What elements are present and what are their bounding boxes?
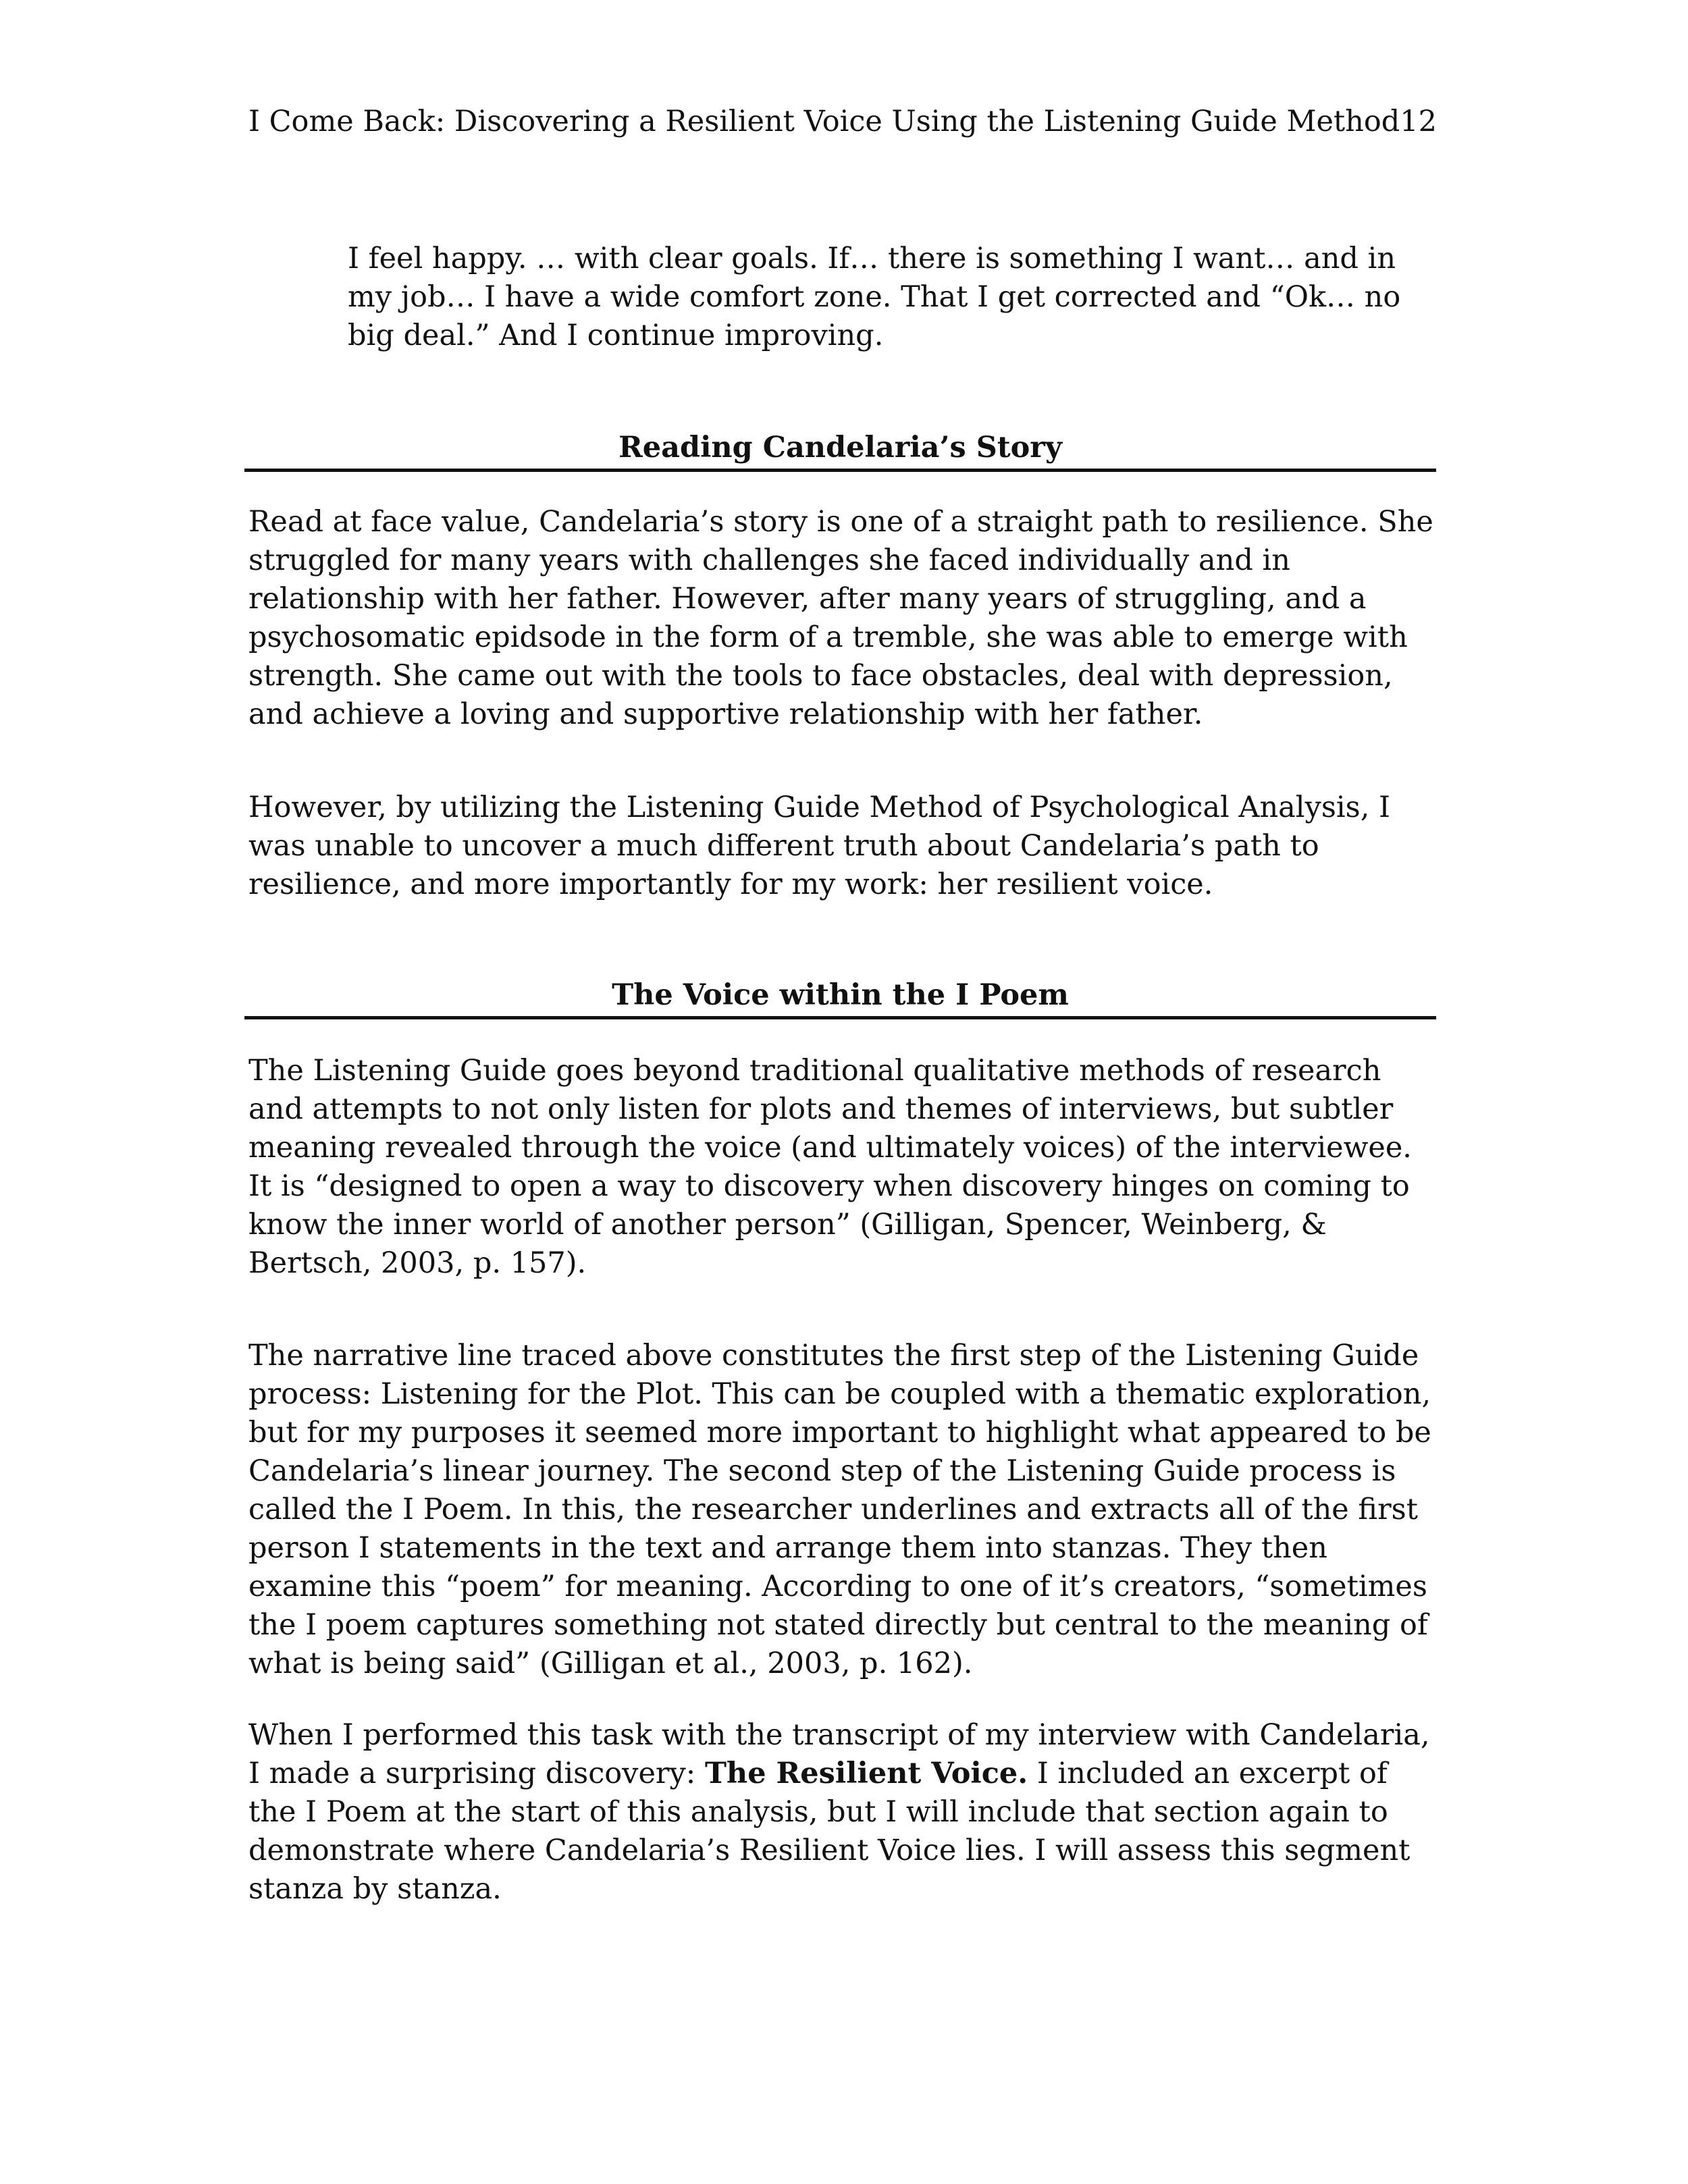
resilient-voice-text-before: When I performed this task with the transcript of my interview with Candelaria, I made a surprising discovery: xyxy=(248,1718,1430,1790)
paragraph-narrative-line: The narrative line traced above constitutes the first step of the Listening Guide process: Listening for the Plot. This can be coupled with a thematic exploration, but for my purposes it seemed more important to highlight what appeared to be Candelaria’s linear journey. The second step of the Listening Guide process is called the I Poem. In this, the researcher underlines and extracts all of the first person I statements in the text and arrange them into stanzas. They then examine this “poem” for meaning. According to one of it’s creators, “sometimes the I poem captures something not stated directly but central to the meaning of what is being said” (Gilligan et al., 2003, p. 162). xyxy=(248,1339,1431,1680)
paragraph-listening-guide-intro: The Listening Guide goes beyond traditional qualitative methods of research and attempts to not only listen for plots and themes of interviews, but subtler meaning revealed through the voice (and ultimately voices) of the interviewee. It is “designed to open a way to discovery when discovery hinges on coming to know the inner world of another person” (Gilligan, Spencer, Weinberg, & Bertsch, 2003, p. 157). xyxy=(248,1054,1412,1280)
section-heading-i-poem: The Voice within the I Poem xyxy=(244,974,1436,1019)
page-number: 12 xyxy=(1400,105,1437,138)
paragraph-resilient-voice xyxy=(248,1716,1440,1909)
section-heading-reading-story: Reading Candelaria’s Story xyxy=(244,427,1436,472)
paragraph-face-value: Read at face value, Candelaria’s story is one of a straight path to resilience. She struggled for many years with challenges she faced individually and in relationship with her father. However, after many years of struggling, and a psychosomatic epidsode in the form of a tremble, she was able to emerge with strength. She came out with the tools to face obstacles, deal with depression, and achieve a loving and supportive relationship with her father. xyxy=(248,505,1433,731)
running-head-title: I Come Back: Discovering a Resilient Voice Using the Listening Guide Method xyxy=(248,105,1400,138)
resilient-voice-text-after: I included an excerpt of the I Poem at the start of this analysis, but I will include that section again to demonstrate where Candelaria’s Resilient Voice lies. I will assess this segment stanza by stanza. xyxy=(248,1757,1410,1906)
paragraph-listening-guide-method: However, by utilizing the Listening Guide Method of Psychological Analysis, I was unable to uncover a much different truth about Candelaria’s path to resilience, and more importantly for my work: her resilient voice. xyxy=(248,791,1391,901)
block-quote: I feel happy. … with clear goals. If… there is something I want… and in my job… I have a wide comfort zone. That I get corrected and “Ok… no big deal.” And I continue improving. xyxy=(348,242,1401,352)
resilient-voice-bold-phrase: The Resilient Voice. xyxy=(704,1757,1028,1790)
